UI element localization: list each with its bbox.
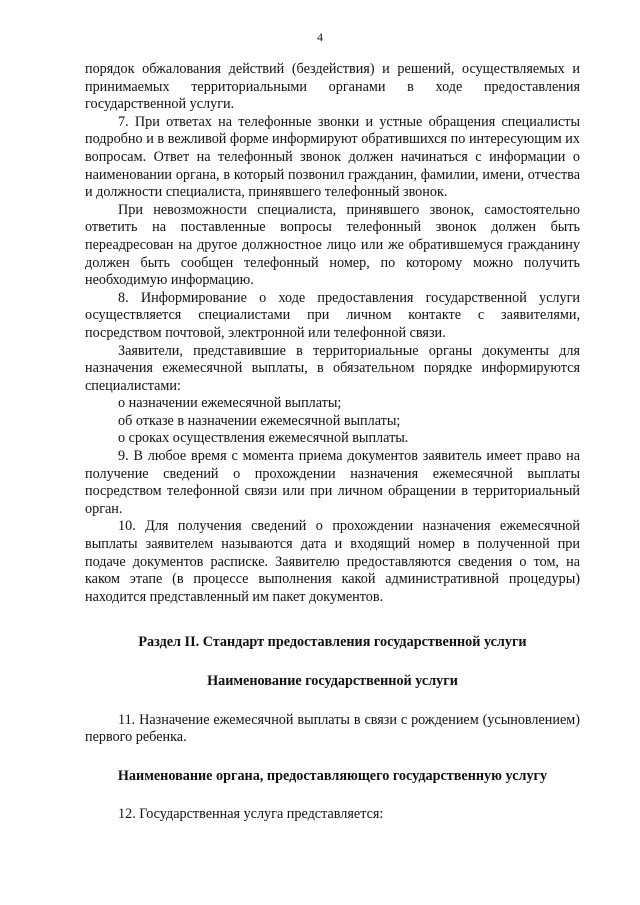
list-item-appointment: о назначении ежемесячной выплаты; (118, 395, 342, 412)
paragraph-7: 7. При ответах на телефонные звонки и устные обращения специалисты подробно и в вежливой форме информируют обратившихся по интересующим их вопросам. Ответ на телефонный звонок должен начинаться с информации о наименовании органа, в который позвонил гражданин, фамилии, имени, отчества и должности специалиста, принявшего телефонный звонок. (85, 113, 580, 201)
subheading-providing-organ: Наименование органа, предоставляющего государственную услугу (117, 767, 548, 784)
paragraph-applicants: Заявители, представившие в территориальные органы документы для назначения ежемесячной выплаты, в обязательном порядке информируются специалистами: (85, 342, 580, 394)
page-number: 4 (317, 30, 323, 44)
paragraph-9: 9. В любое время с момента приема документов заявитель имеет право на получение сведений о прохождении назначения ежемесячной выплаты посредством телефонной связи или при личном обращении в территориальный орган. (85, 448, 580, 517)
section-heading: Раздел II. Стандарт предоставления государственной услуги (138, 634, 527, 651)
document-body (85, 61, 580, 824)
paragraph-11: 11. Назначение ежемесячной выплаты в связи с рождением (усыновлением) первого ребенка. (85, 711, 580, 746)
paragraph-continuation: порядок обжалования действий (бездействия) и решений, осуществляемых и принимаемых территориальными органами в ходе предоставления государственной услуги. (85, 61, 580, 113)
subheading-service-name: Наименование государственной услуги (207, 673, 458, 689)
paragraph-12: 12. Государственная услуга представляется: (118, 806, 384, 823)
list-item-terms: о сроках осуществления ежемесячной выплаты. (118, 430, 409, 447)
paragraph-8: 8. Информирование о ходе предоставления государственной услуги осуществляется специалистами при личном контакте с заявителями, посредством почтовой, электронной или телефонной связи. (85, 289, 580, 341)
paragraph-redirect: При невозможности специалиста, принявшего звонок, самостоятельно ответить на поставленные вопросы телефонный звонок должен быть переадресован на другое должностное лицо или же обратившемуся гражданину должен быть сообщен телефонный номер, по которому можно получить необходимую информацию. (85, 201, 580, 289)
paragraph-10: 10. Для получения сведений о прохождении назначения ежемесячной выплаты заявителем называются дата и входящий номер в полученной при подаче документов расписке. Заявителю предоставляются сведения о том, на каком этапе (в процессе выполнения какой административной процедуры) находится представленный им пакет документов. (85, 518, 580, 605)
list-item-refusal: об отказе в назначении ежемесячной выплаты; (118, 412, 401, 429)
